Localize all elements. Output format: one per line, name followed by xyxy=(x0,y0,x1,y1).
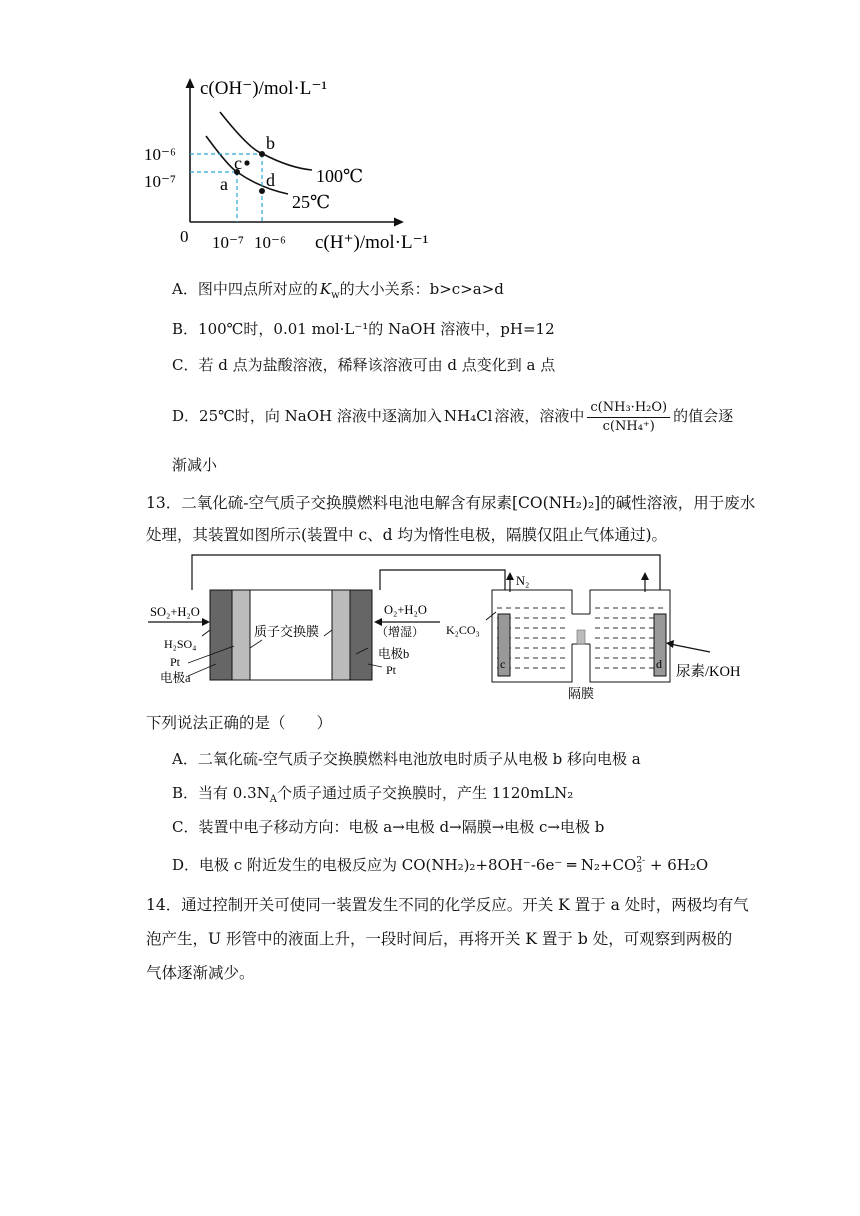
q13-stem-line2: 处理，其装置如图所示(装置中 c、d 均为惰性电极，隔膜仅阻止气体通过)。 xyxy=(146,526,668,544)
point-c xyxy=(244,160,249,165)
kw-graph xyxy=(140,72,440,262)
q13-question: 下列说法正确的是（ ） xyxy=(146,714,333,732)
urea-arrow xyxy=(670,644,710,652)
q12-option-d: D．25℃时，向 NaOH 溶液中逐滴加入 NH₄Cl 溶液，溶液中 $\frac{\text{c(NH₃·H₂O)}}{\text{c(NH₄⁺)}}$ 的值会逐 xyxy=(172,399,734,434)
electrode-b-label: 电极b xyxy=(378,647,410,661)
x-axis-arrow xyxy=(394,218,404,227)
x-tick-1e-6: 10⁻⁶ xyxy=(254,233,286,252)
fuel-cell-apparatus xyxy=(140,550,750,710)
pt-left-plate xyxy=(232,590,250,680)
y-tick-1e-7: 10⁻⁷ xyxy=(144,172,176,191)
diaphragm-block xyxy=(577,630,585,644)
q13-option-c: C．装置中电子移动方向：电极 a→电极 d→隔膜→电极 c→电极 b xyxy=(172,818,605,836)
q14-line3: 气体逐渐减少。 xyxy=(146,964,255,982)
h2so4-label: H₂SO₄ xyxy=(164,637,197,651)
y-tick-1e-6: 10⁻⁶ xyxy=(144,145,176,164)
point-d xyxy=(259,188,265,194)
pt-right-label: Pt xyxy=(386,663,397,677)
origin-label: 0 xyxy=(180,227,189,246)
point-b-label: b xyxy=(266,133,275,153)
pt-left-label: Pt xyxy=(170,655,181,669)
pt-right-plate xyxy=(332,590,350,680)
n2-label: N₂ xyxy=(516,574,530,588)
curve-25c-label: 25℃ xyxy=(292,192,331,212)
d-label: d xyxy=(656,657,662,671)
q13-option-d: D．电极 c 附近发生的电极反应为 CO(NH₂)₂+8OH⁻-6e⁻ ═ N₂+CO 2- 3 + 6H₂O xyxy=(172,856,709,875)
y-axis-label: c(OH⁻)/mol·L⁻¹ xyxy=(200,78,328,99)
electrode-b-plate xyxy=(350,590,372,680)
electrode-a-plate xyxy=(210,590,232,680)
point-c-label: c xyxy=(234,153,242,173)
membrane-label: 质子交换膜 xyxy=(254,624,320,639)
point-d-label: d xyxy=(266,170,275,190)
x-tick-1e-7: 10⁻⁷ xyxy=(212,233,244,252)
q12-option-d-cont: 渐减小 xyxy=(172,456,218,474)
so2-label: SO₂+H₂O xyxy=(150,605,200,619)
electrode-a-label: 电极a xyxy=(160,671,191,685)
q12-option-c: C．若 d 点为盐酸溶液，稀释该溶液可由 d 点变化到 a 点 xyxy=(172,356,556,374)
point-a-label: a xyxy=(220,174,228,194)
q12-option-b: B．100℃时，0.01 mol·L⁻¹的 NaOH 溶液中，pH=12 xyxy=(172,320,555,338)
q13-option-a: A．二氧化硫-空气质子交换膜燃料电池放电时质子从电极 b 移向电极 a xyxy=(172,750,641,768)
so2-arrowhead xyxy=(202,618,210,626)
y-axis-arrow xyxy=(186,78,195,88)
ratio-fraction: $\frac{\text{c(NH₃·H₂O)}}{\text{c(NH₄⁺)}}$ xyxy=(587,400,670,435)
o2-label: O₂+H₂O xyxy=(384,603,427,617)
q13-stem-line1: 13．二氧化硫-空气质子交换膜燃料电池电解含有尿素[CO(NH₂)₂]的碱性溶液，用于废水 xyxy=(146,494,756,512)
q13-option-b: B．当有 $0.3N_A$个质子通过质子交换膜时，产生 1120mLN₂ xyxy=(172,784,574,805)
x-axis-label: c(H⁺)/mol·L⁻¹ xyxy=(315,232,429,253)
curve-100c-label: 100℃ xyxy=(316,166,364,186)
kw-symbol: K xyxy=(319,280,332,298)
c-label: c xyxy=(500,657,506,671)
k2co3-label: K₂CO₃ xyxy=(446,623,480,637)
humid-label: （增湿） xyxy=(376,625,425,639)
point-b xyxy=(259,151,265,157)
q14-line2: 泡产生，U 形管中的液面上升，一段时间后，再将开关 K 置于 b 处，可观察到两极的 xyxy=(146,930,733,948)
urea-label: 尿素/KOH xyxy=(676,664,741,680)
diaphragm-label: 隔膜 xyxy=(568,686,595,701)
q14-line1: 14．通过控制开关可使同一装置发生不同的化学反应。开关 K 置于 a 处时，两极均有气 xyxy=(146,896,749,914)
q12-option-a: A．图中四点所对应的 $K_w$的大小关系：b>c>a>d xyxy=(172,280,504,301)
carbonate-charge: 2- 3 xyxy=(636,856,646,875)
h2so4-arrow xyxy=(202,630,210,636)
